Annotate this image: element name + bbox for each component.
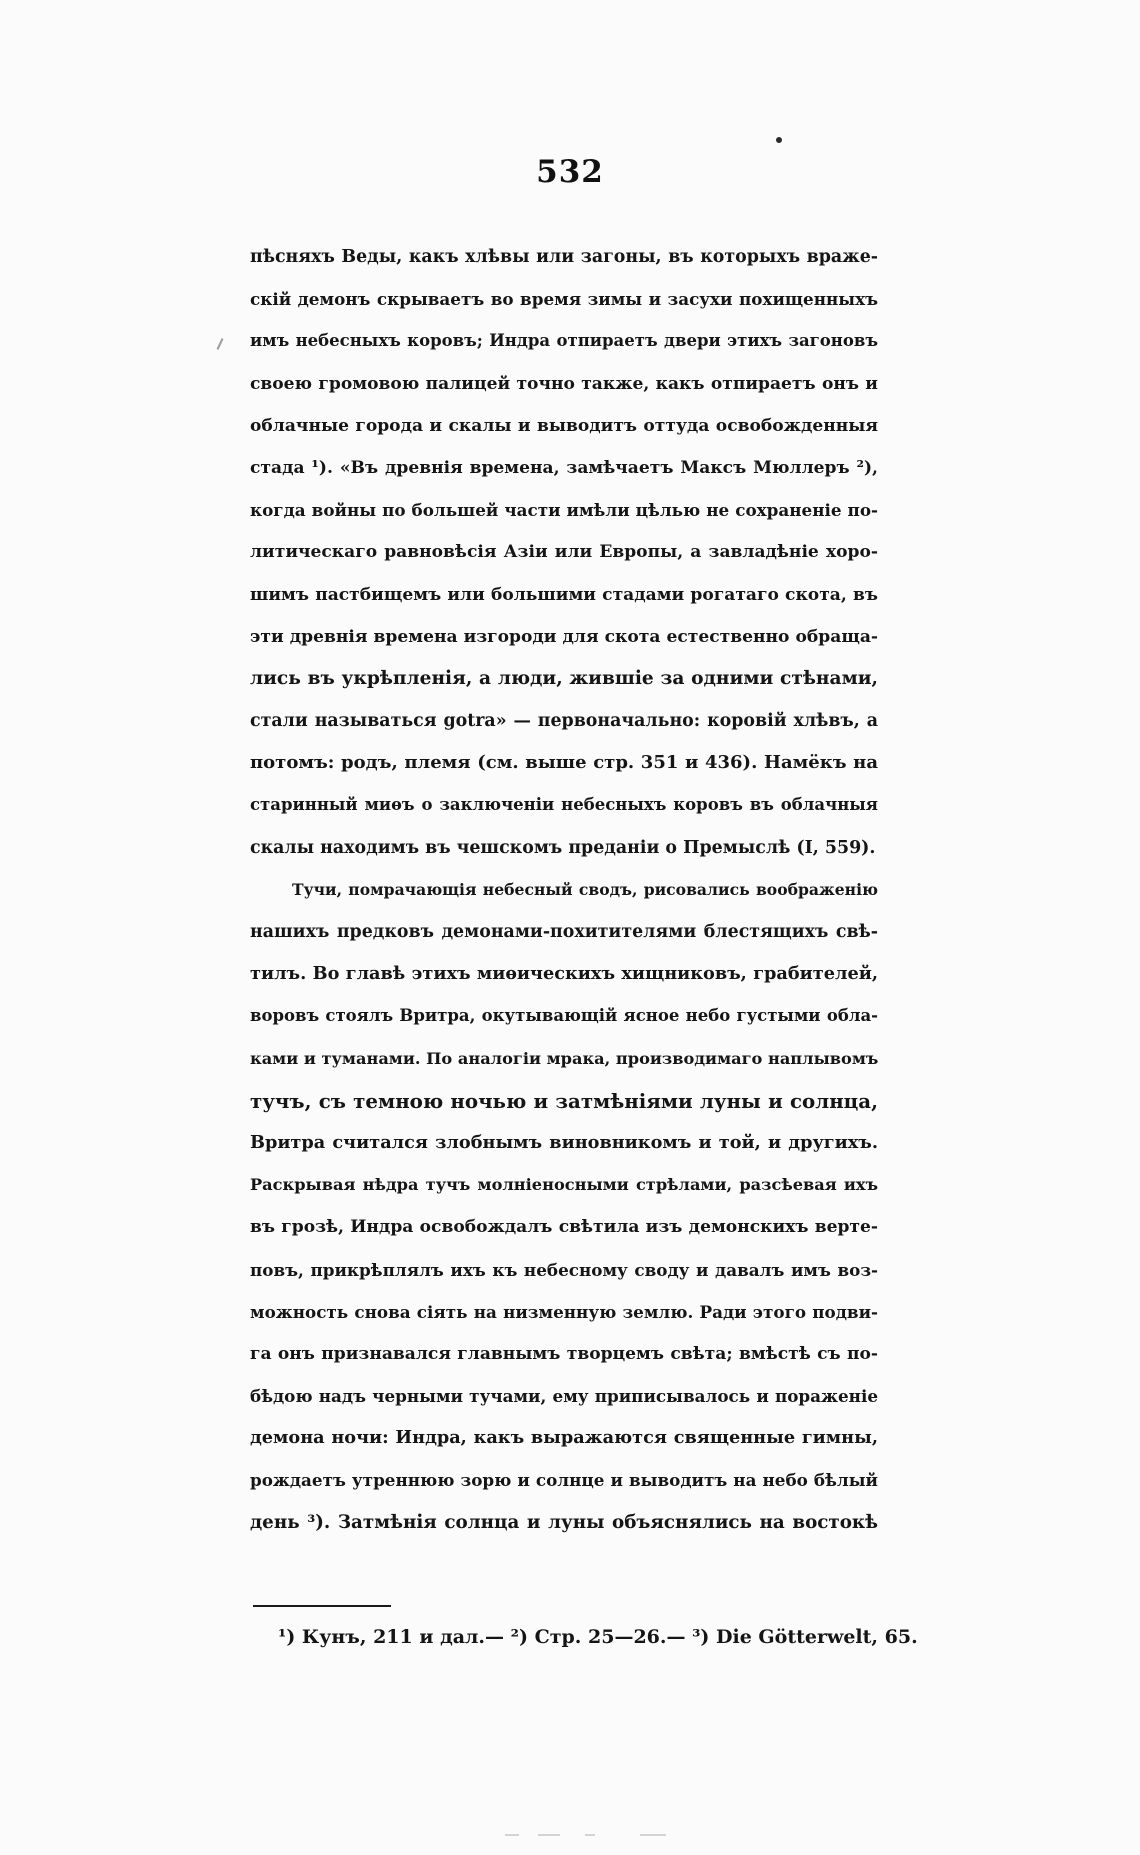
text-line: рождаетъ утреннюю зорю и солнце и выводитъ на небо бѣлый <box>250 1470 878 1491</box>
text-line: тучъ, съ темною ночью и затмѣніями луны и солнца, <box>250 1088 878 1113</box>
text-line: стада ¹). «Въ древнія времена, замѣчаетъ Максъ Мюллеръ ²), <box>250 457 878 478</box>
body-text <box>250 236 878 1544</box>
paragraph-end-line: скалы находимъ въ чешскомъ преданіи о Премыслѣ (I, 559). <box>250 837 876 858</box>
scan-artifact <box>538 1834 560 1836</box>
text-line: демона ночи: Индра, какъ выражаются священные гимны, <box>250 1427 878 1449</box>
text-line: потомъ: родъ, племя (см. выше стр. 351 и 436). Намёкъ на <box>250 752 878 774</box>
margin-mark <box>217 338 224 350</box>
text-line: тилъ. Во главѣ этихъ миѳическихъ хищниковъ, грабителей, <box>250 963 878 985</box>
text-line: Вритра считался злобнымъ виновникомъ и той, и другихъ. <box>250 1131 878 1153</box>
text-line: повъ, прикрѣплялъ ихъ къ небесному своду и давалъ имъ воз- <box>250 1259 878 1280</box>
text-line: пѣсняхъ Веды, какъ хлѣвы или загоны, въ которыхъ враже- <box>250 247 878 267</box>
text-line: скій демонъ скрываетъ во время зимы и засухи похищенныхъ <box>250 289 878 310</box>
footnote-rule <box>253 1605 391 1607</box>
scan-artifact <box>640 1834 666 1836</box>
text-line: ками и туманами. По аналогіи мрака, производимаго наплывомъ <box>250 1048 879 1068</box>
text-line: имъ небесныхъ коровъ; Индра отпираетъ двери этихъ загоновъ <box>250 331 878 351</box>
text-line: га онъ признавался главнымъ творцемъ свѣта; вмѣстѣ съ по- <box>250 1343 878 1364</box>
scan-artifact <box>585 1834 595 1836</box>
text-line: въ грозѣ, Индра освобождалъ свѣтила изъ демонскихъ верте- <box>250 1217 878 1238</box>
text-line: день ³). Затмѣнія солнца и луны объяснялись на востокѣ <box>250 1511 878 1533</box>
text-line: эти древнія времена изгороди для скота естественно обраща- <box>250 626 878 647</box>
text-line: лись въ укрѣпленія, а люди, жившіе за одними стѣнами, <box>250 667 878 689</box>
text-line: Раскрывая нѣдра тучъ молніеносными стрѣлами, разсѣевая ихъ <box>250 1175 878 1195</box>
text-line: стали называться gotra» — первоначально: коровій хлѣвъ, а <box>250 711 878 732</box>
text-line: облачные города и скалы и выводитъ оттуда освобожденныя <box>250 415 878 436</box>
text-line: нашихъ предковъ демонами-похитителями блестящихъ свѣ- <box>250 922 878 942</box>
text-line: бѣдою надъ черными тучами, ему приписывалось и пораженіе <box>250 1386 878 1407</box>
text-line: литическаго равновѣсія Азіи или Европы, а завладѣніе хоро- <box>250 542 878 563</box>
text-line: когда войны по большей части имѣли цѣлью не сохраненіе по- <box>250 500 878 521</box>
footnotes: ¹) Кунъ, 211 и дал.— ²) Стр. 25—26.— ³) Die Götterwelt, 65. <box>278 1626 918 1648</box>
page-number: 532 <box>536 154 604 190</box>
text-line: воровъ стоялъ Вритра, окутывающій ясное небо густыми обла- <box>250 1006 878 1026</box>
text-line: старинный миѳъ о заключеніи небесныхъ коровъ въ облачныя <box>250 795 878 815</box>
text-line: шимъ пастбищемъ или большими стадами рогатаго скота, въ <box>250 584 878 605</box>
print-speck <box>776 137 782 143</box>
text-line: можность снова сіять на низменную землю. Ради этого подви- <box>250 1301 878 1322</box>
paragraph-start-line: Тучи, помрачающія небесный сводъ, рисовались воображенію <box>292 879 878 899</box>
text-line: своею громовою палицей точно также, какъ отпираетъ онъ и <box>250 373 878 394</box>
scan-artifact <box>505 1834 519 1836</box>
